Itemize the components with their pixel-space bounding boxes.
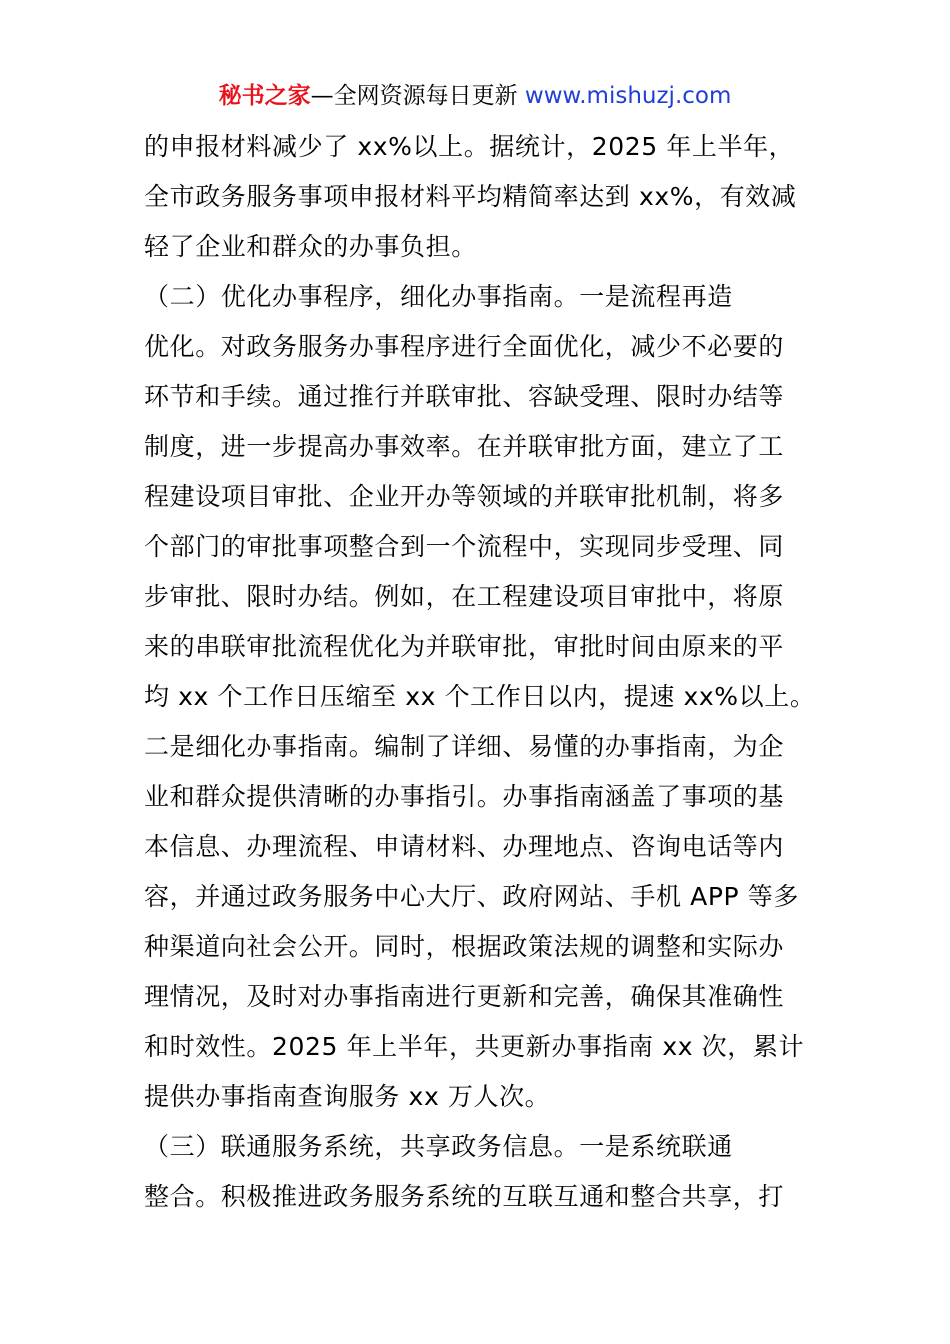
text-line: 个部门的审批事项整合到一个流程中，实现同步受理、同 [144, 532, 785, 561]
text-line: 步审批、限时办结。例如，在工程建设项目审批中，将原 [144, 582, 785, 611]
text-line: 理情况，及时对办事指南进行更新和完善，确保其准确性 [144, 982, 785, 1011]
page-header [0, 80, 950, 112]
text-line: 优化。对政务服务办事程序进行全面优化，减少不必要的 [144, 332, 785, 361]
text-line: 的申报材料减少了 xx%以上。据统计，2025 年上半年， [144, 132, 795, 161]
text-line: （二）优化办事程序，细化办事指南。一是流程再造 [144, 282, 733, 311]
text-line: 种渠道向社会公开。同时，根据政策法规的调整和实际办 [144, 932, 785, 961]
text-line: 轻了企业和群众的办事负担。 [144, 232, 477, 261]
text-line: （三）联通服务系统，共享政务信息。一是系统联通 [144, 1132, 733, 1161]
text-line: 整合。积极推进政务服务系统的互联互通和整合共享，打 [144, 1182, 785, 1211]
text-line: 二是细化办事指南。编制了详细、易懂的办事指南，为企 [144, 732, 785, 761]
text-line: 来的串联审批流程优化为并联审批，审批时间由原来的平 [144, 632, 785, 661]
text-line: 业和群众提供清晰的办事指引。办事指南涵盖了事项的基 [144, 782, 785, 811]
site-tagline: —全网资源每日更新 [310, 83, 518, 109]
text-line: 制度，进一步提高办事效率。在并联审批方面，建立了工 [144, 432, 785, 461]
text-line: 均 xx 个工作日压缩至 xx 个工作日以内，提速 xx%以上。 [144, 682, 816, 711]
text-line: 程建设项目审批、企业开办等领域的并联审批机制，将多 [144, 482, 785, 511]
text-line: 和时效性。2025 年上半年，共更新办事指南 xx 次，累计 [144, 1032, 805, 1061]
text-line: 环节和手续。通过推行并联审批、容缺受理、限时办结等 [144, 382, 785, 411]
text-line: 全市政务服务事项申报材料平均精简率达到 xx%，有效减 [144, 182, 797, 211]
text-line: 提供办事指南查询服务 xx 万人次。 [144, 1082, 551, 1111]
site-url[interactable]: www.mishuzj.com [524, 83, 732, 109]
text-line: 本信息、办理流程、申请材料、办理地点、咨询电话等内 [144, 832, 785, 861]
site-brand: 秘书之家 [218, 83, 311, 109]
text-line: 容，并通过政务服务中心大厅、政府网站、手机 APP 等多 [144, 882, 799, 911]
